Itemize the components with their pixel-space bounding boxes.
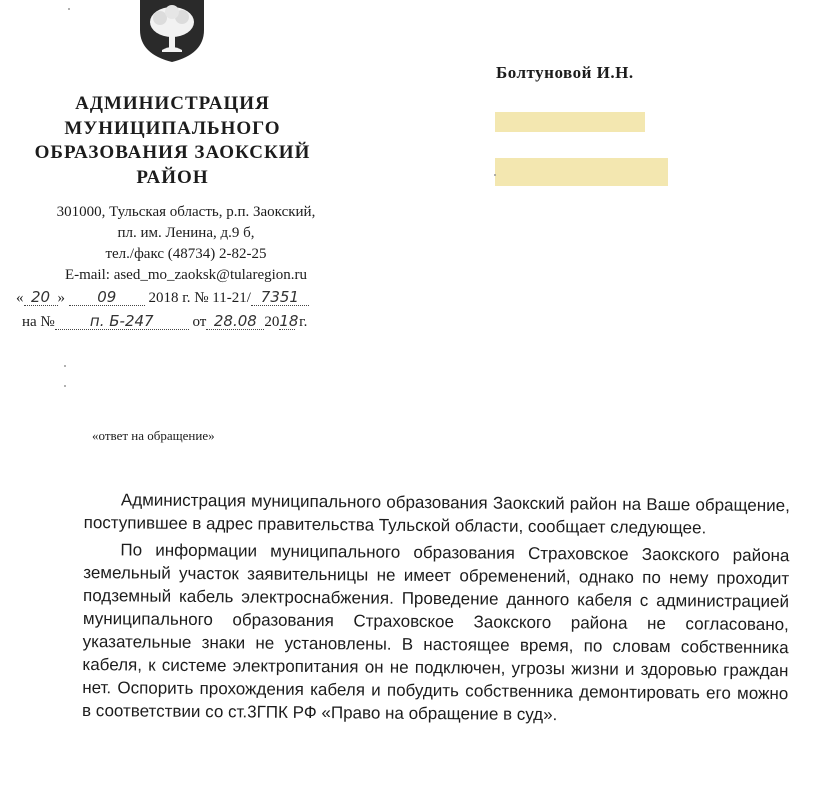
org-line: МУНИЦИПАЛЬНОГО: [64, 117, 281, 139]
ref-date: 28.08: [206, 314, 264, 330]
address-line: 301000, Тульская область, р.п. Заокский,: [56, 204, 316, 220]
redacted-address-line: [495, 112, 645, 132]
scan-speck: [64, 385, 66, 387]
ref-year: 18: [279, 312, 299, 330]
org-line: АДМИНИСТРАЦИЯ: [75, 93, 270, 114]
org-line: РАЙОН: [136, 166, 209, 188]
scan-speck: [64, 365, 66, 367]
body-paragraph: По информации муниципального образования Страховское Заокского района земельный участок заявительницы не имеет обременений, однако по нему проходит подземный кабель электроснабжения. Проведение данного кабеля с администрацией муниципального образования Страховское Заокского района не согласовано, указательные знаки не установлены. В настоящее время, по словам собственника кабеля, к системе электропитания он не подключен, угрозы жизни и здоровью граждан нет. Оспорить прохождения кабеля и побудить собственника демонтировать его можно в соответствии со ст.3ГПК РФ «Право на обращение в суд».: [81, 540, 790, 725]
reg-month: 09: [69, 290, 145, 306]
redacted-address-line: [495, 158, 668, 186]
address-line: пл. им. Ленина, д.9 б,: [117, 225, 255, 241]
address-line: тел./факс (48734) 2-82-25: [105, 246, 267, 262]
outgoing-registration: « 20 » 09 2018 г. № 11-21/ 7351: [16, 290, 309, 307]
body-paragraph: Администрация муниципального образования Заокский район на Ваше обращение, поступившее в адрес правительства Тульской области, сообщает следующее.: [83, 490, 790, 538]
coat-of-arms-tree-icon: [136, 0, 208, 62]
letter-subject: «ответ на обращение»: [92, 428, 215, 443]
reg-year-number: 2018 г. № 11-21/: [148, 290, 251, 306]
reg-day: 20: [24, 290, 58, 306]
scan-speck: [68, 8, 70, 10]
scan-speck: [494, 174, 496, 176]
reg-number: 7351: [251, 290, 309, 306]
recipient-name: Болтуновой И.Н.: [496, 63, 634, 82]
organization-address: [0, 202, 372, 286]
incoming-reference: на № п. Б-247 от 28.08 2018 г.: [22, 312, 308, 330]
org-line: ОБРАЗОВАНИЯ ЗАОКСКИЙ: [34, 142, 311, 163]
email-line: E-mail: ased_mo_zaoksk@tularegion.ru: [64, 267, 308, 283]
letter-body: [82, 488, 790, 728]
organization-title: [0, 92, 345, 190]
ref-number: п. Б-247: [55, 314, 189, 330]
